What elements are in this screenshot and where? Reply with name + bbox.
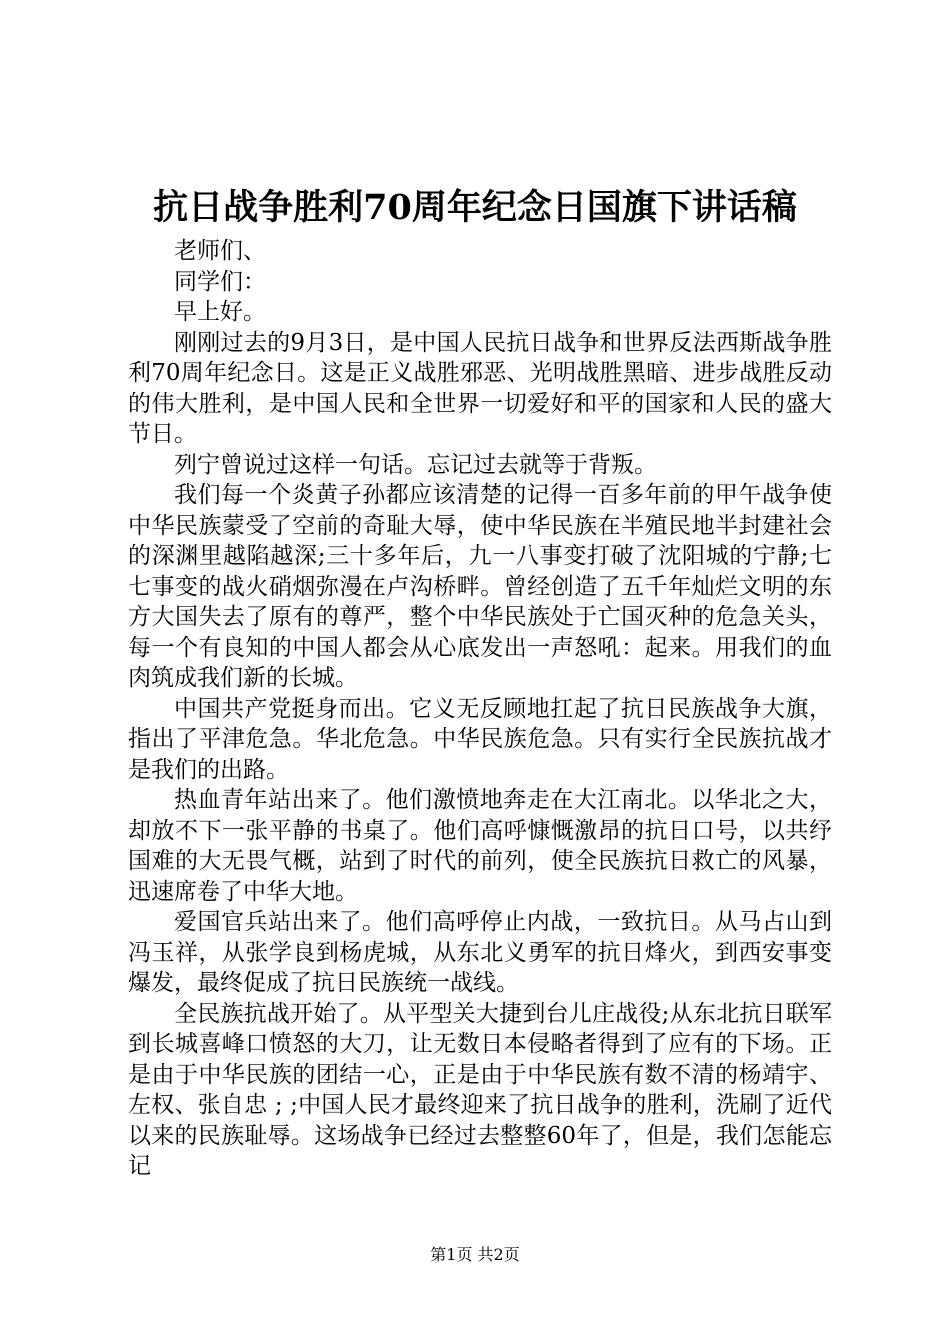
paragraph: 我们每一个炎黄子孙都应该清楚的记得一百多年前的甲午战争使中华民族蒙受了空前的奇耻大辱，使中华民族在半殖民地半封建社会的深渊里越陷越深;三十多年后，九一八事变打破了沈阳城的宁静;七七事变的战火硝烟弥漫在卢沟桥畔。曾经创造了五千年灿烂文明的东方大国失去了原有的尊严，整个中华民族处于亡国灭种的危急关头，每一个有良知的中国人都会从心底发出一声怒吼：起来。用我们的血肉筑成我们新的长城。 <box>128 482 832 691</box>
paragraph: 热血青年站出来了。他们激愤地奔走在大江南北。以华北之大，却放不下一张平静的书桌了。他们高呼慷慨激昂的抗日口号，以共纾国难的大无畏气概，站到了时代的前列，使全民族抗日救亡的风暴，迅速席卷了中华大地。 <box>128 787 832 905</box>
paragraph: 老师们、 <box>174 238 266 264</box>
document-body <box>128 236 832 1182</box>
paragraph: 同学们： <box>174 268 266 295</box>
paragraph: 列宁曾说过这样一句话。忘记过去就等于背叛。 <box>174 451 657 478</box>
document-title: 抗日战争胜利70周年纪念日国旗下讲话稿 <box>153 187 797 228</box>
page-number: 第1页 共2页 <box>430 1245 520 1264</box>
paragraph: 刚刚过去的9月3日，是中国人民抗日战争和世界反法西斯战争胜利70周年纪念日。这是正义战胜邪恶、光明战胜黑暗、进步战胜反动的伟大胜利，是中国人民和全世界一切爱好和平的国家和人民的盛大节日。 <box>128 329 832 447</box>
paragraph: 爱国官兵站出来了。他们高呼停止内战，一致抗日。从马占山到冯玉祥，从张学良到杨虎城，从东北义勇军的抗日烽火，到西安事变爆发，最终促成了抗日民族统一战线。 <box>128 909 832 996</box>
paragraph: 中国共产党挺身而出。它义无反顾地扛起了抗日民族战争大旗，指出了平津危急。华北危急。中华民族危急。只有实行全民族抗战才是我们的出路。 <box>128 695 832 783</box>
paragraph: 全民族抗战开始了。从平型关大捷到台儿庄战役;从东北抗日联军到长城喜峰口愤怒的大刀，让无数日本侵略者得到了应有的下场。正是由于中华民族的团结一心，正是由于中华民族有数不清的杨靖宇、左权、张自忠 ; ;中国人民才最终迎来了抗日战争的胜利，洗刷了近代以来的民族耻辱。这场战争已经过去整整60年了，但是，我们怎能忘记 <box>128 1000 832 1179</box>
paragraph: 早上好。 <box>174 299 266 325</box>
